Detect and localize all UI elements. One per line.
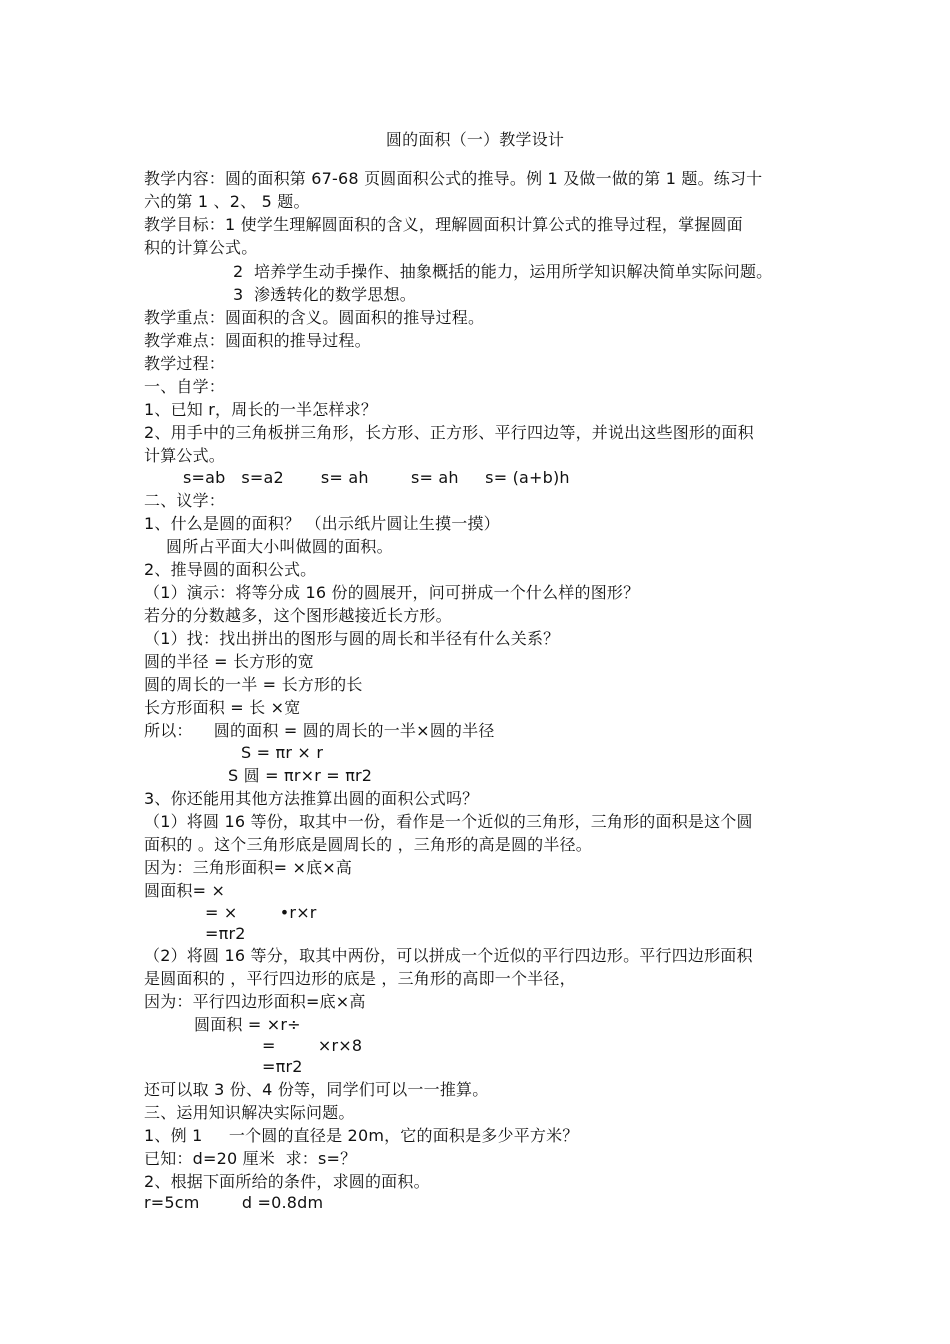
text-line: 2、根据下面所给的条件，求圆的面积。 [144, 1172, 430, 1191]
text-line: 已知：d=20 厘米 求：s=？ [144, 1149, 357, 1168]
text-line: 圆所占平面大小叫做圆的面积。 [166, 537, 393, 556]
text-line: 3、你还能用其他方法推算出圆的面积公式吗？ [144, 789, 479, 808]
text-line: 若分的分数越多，这个图形越接近长方形。 [144, 606, 452, 625]
text-line: 教学过程： [144, 354, 226, 373]
text-line: 1、已知 r，周长的一半怎样求？ [144, 400, 378, 419]
text-line: 计算公式。 [144, 446, 226, 465]
formula-line: s=ab s=a2 s= ah s= ah s= (a+b)h [183, 468, 570, 487]
text-line: 1、什么是圆的面积？ （出示纸片圆让生摸一摸） [144, 514, 500, 533]
document-title: 圆的面积（一）教学设计 [385, 130, 565, 149]
text-line: 教学重点：圆面积的含义。圆面积的推导过程。 [144, 308, 485, 327]
text-line: 一、自学： [144, 377, 226, 396]
formula-line: S 圆 = πr×r = πr2 [228, 766, 373, 785]
text-line: （1）演示：将等分成 16 份的圆展开，问可拼成一个什么样的图形？ [144, 583, 640, 602]
text-line: 因为：平行四边形面积=底×高 [144, 992, 366, 1011]
text-line: 3 渗透转化的数学思想。 [233, 285, 416, 304]
text-line: （1）将圆 16 等份，取其中一份，看作是一个近似的三角形，三角形的面积是这个圆 [144, 812, 753, 831]
text-line: 2、推导圆的面积公式。 [144, 560, 317, 579]
text-line: 还可以取 3 份、4 份等，同学们可以一一推算。 [144, 1080, 489, 1099]
text-line: 2 培养学生动手操作、抽象概括的能力，运用所学知识解决简单实际问题。 [233, 262, 773, 281]
text-line: 圆面积= × [144, 881, 226, 900]
formula-line: 圆面积 = ×r÷ [194, 1015, 301, 1034]
text-line: （1）找：找出拼出的图形与圆的周长和半径有什么关系？ [144, 629, 560, 648]
formula-line: =πr2 [205, 924, 246, 943]
text-line: 2、用手中的三角板拼三角形，长方形、正方形、平行四边等，并说出这些图形的面积 [144, 423, 754, 442]
text-line: （2）将圆 16 等分，取其中两份，可以拼成一个近似的平行四边形。平行四边形面积 [144, 946, 753, 965]
formula-line: = × •r×r [205, 903, 317, 922]
text-line: 是圆面积的 ，平行四边形的底是 ，三角形的高即一个半径， [144, 969, 576, 988]
text-line: 三、运用知识解决实际问题。 [144, 1103, 355, 1122]
text-line: 面积的 。这个三角形底是圆周长的 ，三角形的高是圆的半径。 [144, 835, 592, 854]
text-line: 圆的周长的一半 = 长方形的长 [144, 675, 363, 694]
text-line: 教学目标：1 使学生理解圆面积的含义，理解圆面积计算公式的推导过程，掌握圆面 [144, 215, 743, 234]
text-line: 长方形面积 = 长 ×宽 [144, 698, 301, 717]
text-line: 圆的半径 = 长方形的宽 [144, 652, 314, 671]
text-line: 教学难点：圆面积的推导过程。 [144, 331, 371, 350]
text-line: 教学内容：圆的面积第 67-68 页圆面积公式的推导。例 1 及做一做的第 1 题。练习十 [144, 169, 763, 188]
formula-line: = ×r×8 [262, 1036, 363, 1055]
text-line: 积的计算公式。 [144, 238, 258, 257]
text-line: 二、议学： [144, 491, 226, 510]
text-line: 因为：三角形面积= ×底×高 [144, 858, 353, 877]
text-line: 六的第 1 、2、 5 题。 [144, 192, 310, 211]
text-line: 1、例 1 一个圆的直径是 20m，它的面积是多少平方米？ [144, 1126, 579, 1145]
formula-line: =πr2 [262, 1057, 303, 1076]
text-line: r=5cm d =0.8dm [144, 1193, 324, 1212]
formula-line: S = πr × r [241, 743, 324, 762]
text-line: 所以： 圆的面积 = 圆的周长的一半×圆的半径 [144, 721, 495, 740]
